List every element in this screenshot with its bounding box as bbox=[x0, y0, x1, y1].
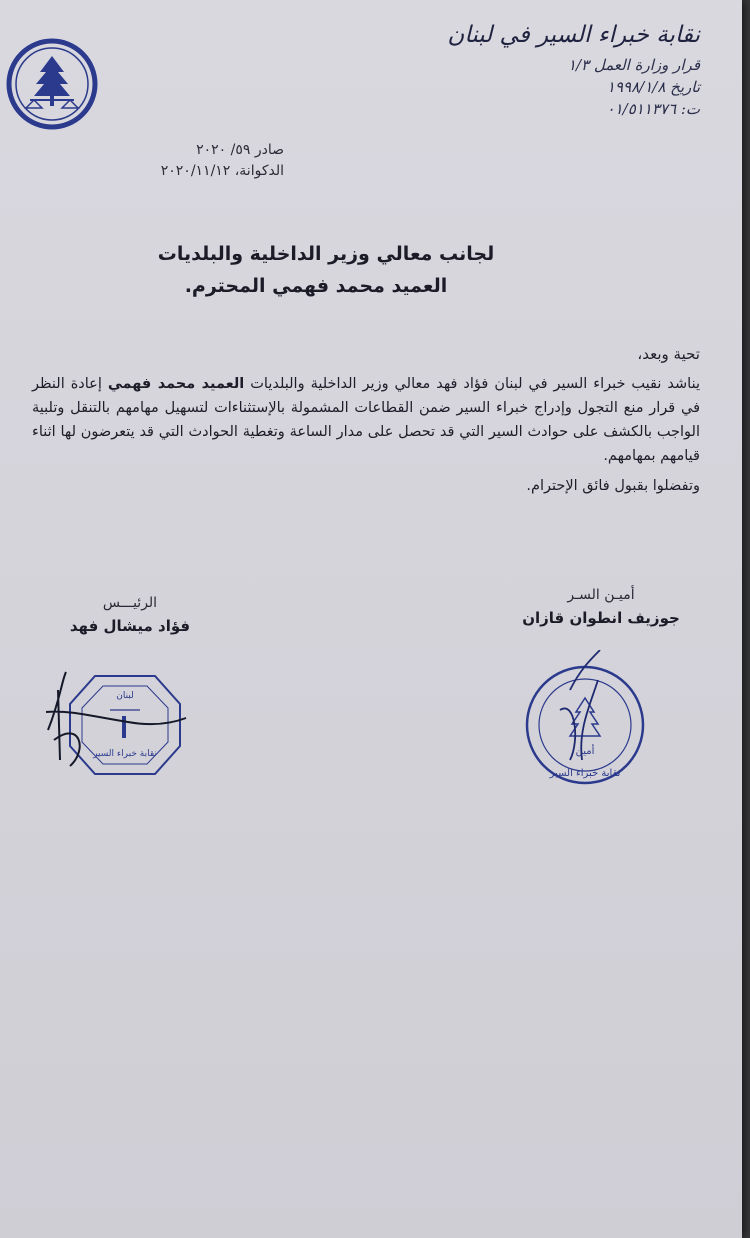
outgoing-number: صادر ٥٩/ ٢٠٢٠ bbox=[196, 142, 284, 158]
closing: وتفضلوا بقبول فائق الإحترام. bbox=[526, 478, 700, 494]
addressee-line-1: لجانب معالي وزير الداخلية والبلديات bbox=[157, 243, 495, 265]
president-name: فؤاد ميشال فهد bbox=[69, 617, 191, 635]
addressee-line-2: العميد محمد فهمي المحترم. bbox=[184, 275, 448, 297]
place-date: الدكوانة، ٢٠٢٠/١١/١٢ bbox=[160, 163, 284, 179]
syndicate-name: نقابة خبراء السير في لبنان bbox=[447, 22, 700, 48]
right-stamp-center-text: أمين bbox=[575, 746, 595, 757]
phone-number: ت: ٠١/٥١١٣٧٦ bbox=[606, 100, 700, 118]
letter-body bbox=[32, 342, 700, 498]
decree-date: تاريخ ١٩٩٨/١/٨ bbox=[606, 78, 700, 96]
addressee bbox=[0, 238, 742, 302]
ministry-decree: قرار وزارة العمل ١/٣ bbox=[567, 56, 700, 74]
secretary-signature-block bbox=[516, 584, 686, 630]
president-signature-block bbox=[60, 592, 200, 638]
left-stamp-top-text: لبنان bbox=[116, 691, 134, 701]
left-stamp-bottom-text: نقابة خبراء السير bbox=[93, 749, 157, 759]
president-stamp-icon bbox=[40, 670, 190, 780]
secretary-title: أميـن السـر bbox=[567, 587, 635, 603]
paragraph-start: يناشد نقيب خبراء السير في لبنان فؤاد فهد معالي وزير الداخلية والبلديات bbox=[244, 376, 700, 392]
main-paragraph bbox=[32, 372, 700, 468]
cedar-scales-logo-icon bbox=[6, 38, 98, 130]
reference-block bbox=[64, 140, 284, 182]
letterhead bbox=[447, 22, 700, 120]
paragraph-bold-name: العميد محمد فهمي bbox=[107, 376, 245, 392]
president-title: الرئيـــس bbox=[102, 595, 158, 611]
right-stamp-text: نقابة خبراء السير bbox=[549, 768, 621, 779]
secretary-name: جوزيف انطوان قازان bbox=[522, 609, 680, 627]
paragraph-rest: إعادة النظر في قرار منع التجول وإدراج خبراء السير ضمن القطاعات المشمولة بالإستثناءات لتسهيل مهامهم بالتنقل وتلبية الواجب بالكشف على حوادث السير التي قد تحصل على مدار الساعة وتغطية الحوادث التي قد يتعرضون لها اثناء قيامهم بمهامهم. bbox=[32, 376, 700, 464]
greeting: تحية وبعد، bbox=[637, 345, 700, 363]
secretary-stamp-icon bbox=[520, 650, 650, 790]
